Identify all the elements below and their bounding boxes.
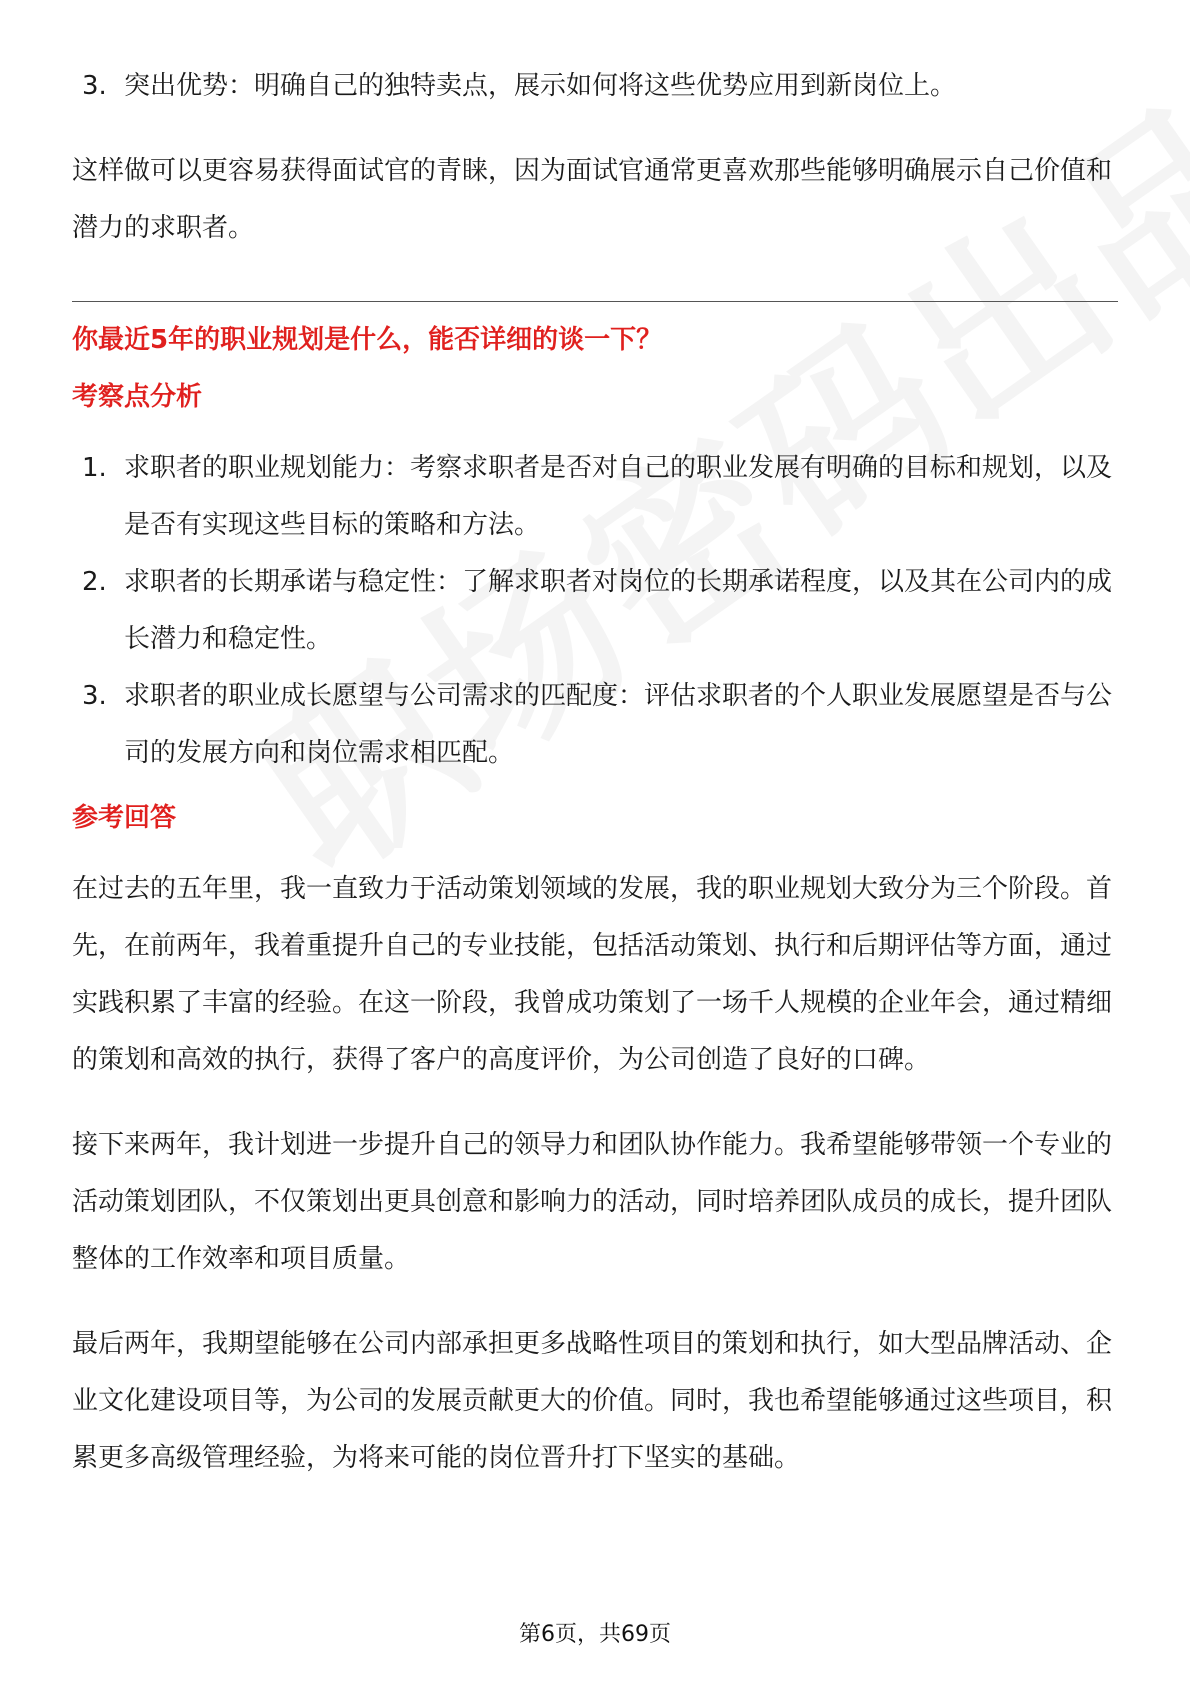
list-item-text: 突出优势：明确自己的独特卖点，展示如何将这些优势应用到新岗位上。	[124, 71, 957, 101]
section-divider	[72, 301, 1118, 302]
answer-heading: 参考回答	[72, 803, 177, 833]
list-item-number: 3.	[82, 681, 107, 711]
list-item-number: 1.	[82, 453, 107, 483]
intro-paragraph: 这样做可以更容易获得面试官的青睐，因为面试官通常更喜欢那些能够明确展示自己价值和潜力的求职者。	[72, 156, 1113, 243]
list-item-number: 3.	[82, 71, 107, 101]
list-item-number: 2.	[82, 567, 107, 597]
page-footer: 第6页，共69页	[519, 1622, 671, 1647]
list-item	[72, 58, 1118, 115]
page-content	[72, 58, 1118, 1487]
list-item-text: 求职者的长期承诺与稳定性：了解求职者对岗位的长期承诺程度，以及其在公司内的成长潜力和稳定性。	[124, 567, 1113, 654]
analysis-heading: 考察点分析	[72, 382, 203, 412]
answer-paragraph: 接下来两年，我计划进一步提升自己的领导力和团队协作能力。我希望能够带领一个专业的活动策划团队，不仅策划出更具创意和影响力的活动，同时培养团队成员的成长，提升团队整体的工作效率和项目质量。	[72, 1130, 1113, 1274]
list-item	[72, 440, 1118, 554]
list-item	[72, 668, 1118, 782]
list-item-text: 求职者的职业规划能力：考察求职者是否对自己的职业发展有明确的目标和规划，以及是否有实现这些目标的策略和方法。	[124, 453, 1113, 540]
answer-paragraph: 在过去的五年里，我一直致力于活动策划领域的发展，我的职业规划大致分为三个阶段。首先，在前两年，我着重提升自己的专业技能，包括活动策划、执行和后期评估等方面，通过实践积累了丰富的经验。在这一阶段，我曾成功策划了一场千人规模的企业年会，通过精细的策划和高效的执行，获得了客户的高度评价，为公司创造了良好的口碑。	[72, 874, 1113, 1075]
answer-paragraph: 最后两年，我期望能够在公司内部承担更多战略性项目的策划和执行，如大型品牌活动、企业文化建设项目等，为公司的发展贡献更大的价值。同时，我也希望能够通过这些项目，积累更多高级管理经验，为将来可能的岗位晋升打下坚实的基础。	[72, 1329, 1113, 1473]
analysis-list	[72, 440, 1118, 782]
question-heading: 你最近5年的职业规划是什么，能否详细的谈一下？	[72, 325, 663, 355]
top-list	[72, 58, 1118, 115]
list-item-text: 求职者的职业成长愿望与公司需求的匹配度：评估求职者的个人职业发展愿望是否与公司的发展方向和岗位需求相匹配。	[124, 681, 1113, 768]
list-item	[72, 554, 1118, 668]
